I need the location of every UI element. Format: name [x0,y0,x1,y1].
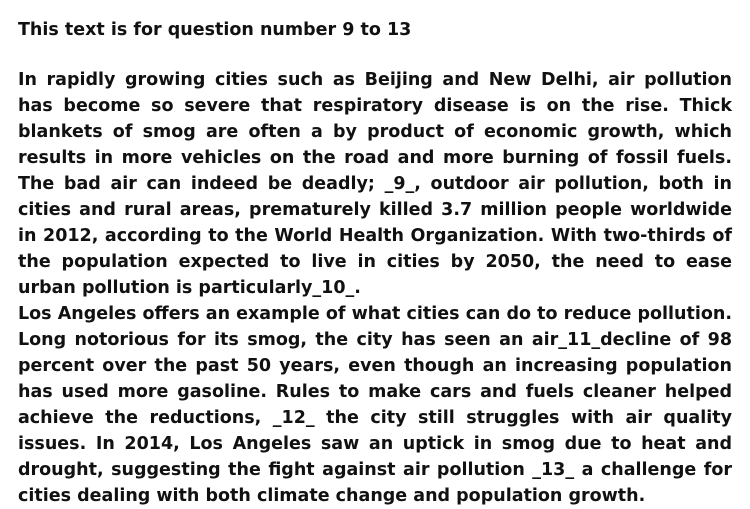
passage-heading: This text is for question number 9 to 13 [18,20,412,40]
paragraph-2: Los Angeles offers an example of what cities can do to reduce pollution. Long notorious for its smog, the city has seen an air_11_decline of 98 percent over the past 50 years, even though an increasing population has used more gasoline. Rules to make cars and fuels cleaner helped achieve the reductions, _12_ the city still struggles with air quality issues. In 2014, Los Angeles saw an uptick in smog due to heat and drought, suggesting the fight against air pollution _13_ a challenge for cities dealing with both climate change and population growth. [18,304,732,506]
paragraph-1: In rapidly growing cities such as Beijing and New Delhi, air pollution has become so severe that respiratory disease is on the rise. Thick blankets of smog are often a by product of economic growth, which results in more vehicles on the road and more burning of fossil fuels. The bad air can indeed be deadly; _9_, outdoor air pollution, both in cities and rural areas, prematurely killed 3.7 million people worldwide in 2012, according to the World Health Organization. With two-thirds of the population expected to live in cities by 2050, the need to ease urban pollution is particularly_10_. [18,70,732,298]
reading-passage [18,17,732,509]
